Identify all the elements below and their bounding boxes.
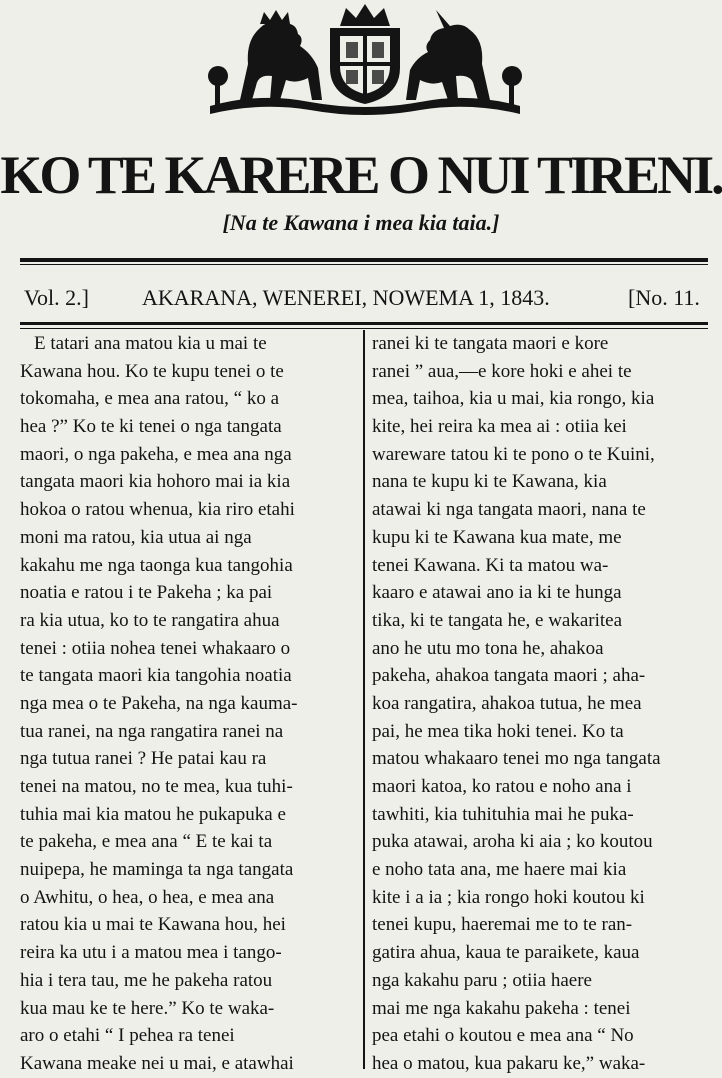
text-line: gatira ahua, kaua te paraikete, kaua <box>372 942 640 964</box>
text-line: matou whakaaro tenei mo nga tangata <box>372 748 661 770</box>
text-line: E tatari ana matou kia u mai te <box>34 333 267 354</box>
text-line: pai, he mea tika hoki tenei. Ko ta <box>372 720 624 742</box>
text-line: kupu ki te Kawana kua mate, me <box>372 526 622 548</box>
text-line: atawai ki nga tangata maori, nana te <box>372 499 646 521</box>
text-line: te tangata maori kia tangohia noatia <box>20 665 292 687</box>
column-right <box>372 330 708 1078</box>
issue-number: [No. 11. <box>628 285 700 310</box>
text-line: hokoa o ratou whenua, kia riro etahi <box>20 499 295 521</box>
text-line: ranei ” aua,—e kore hoki e ahei te <box>372 360 632 382</box>
text-line: tenei Kawana. Ki ta matou wa- <box>372 554 609 576</box>
text-line: tenei kupu, haeremai me to te ran- <box>372 914 633 936</box>
header-rule-top <box>20 258 708 262</box>
header-rule-bottom <box>20 322 708 325</box>
place-date: AKARANA, WENEREI, NOWEMA 1, 1843. <box>142 285 550 310</box>
text-line: tokomaha, e mea ana ratou, “ ko a <box>20 388 280 410</box>
text-line: pea etahi o koutou e mea ana “ No <box>372 1025 634 1047</box>
text-line: ratou kia u mai te Kawana hou, hei <box>20 914 286 936</box>
text-line: noatia e ratou i te Pakeha ; ka pai <box>20 582 273 604</box>
newspaper-title: KO TE KARERE O NUI TIRENI. <box>0 145 722 205</box>
column-divider <box>363 330 365 1069</box>
text-line: tenei na matou, no te mea, kua tuhi- <box>20 776 293 797</box>
header-rule-top-thin <box>20 264 708 265</box>
text-line: Kawana hou. Ko te kupu tenei o te <box>20 360 284 382</box>
text-line: tangata maori kia hohoro mai ia kia <box>20 471 291 493</box>
text-line: nga kakahu paru ; otiia haere <box>372 969 592 991</box>
text-line: reira ka utu i a matou mea i tango- <box>20 942 282 964</box>
text-line: wareware tatou ki te pono o te Kuini, <box>372 443 655 465</box>
text-line: te pakeha, e mea ana “ E te kai ta <box>20 831 273 853</box>
text-line: nga tutua ranei ? He patai kau ra <box>20 748 267 770</box>
text-line: hia i tera tau, me he pakeha ratou <box>20 969 273 991</box>
text-line: maori, o nga pakeha, e mea ana nga <box>20 443 292 465</box>
text-line: moni ma ratou, kia utua ai nga <box>20 526 252 548</box>
text-line: tua ranei, na nga rangatira ranei na <box>20 720 284 742</box>
text-line: nga mea o te Pakeha, na nga kauma- <box>20 692 298 714</box>
text-line: kite, hei reira ka mea ai : otiia kei <box>372 416 627 438</box>
volume-label: Vol. 2.] <box>24 285 89 310</box>
text-line: hea o matou, kua pakaru ke,” waka- <box>372 1052 646 1074</box>
text-line: maori katoa, ko ratou e noho ana i <box>372 776 632 797</box>
royal-coat-of-arms-icon <box>200 4 530 124</box>
text-line: nana te kupu ki te Kawana, kia <box>372 471 607 493</box>
text-line: o Awhitu, o hea, o hea, e mea ana <box>20 886 275 908</box>
text-line: aro o etahi “ I pehea ra tenei <box>20 1025 235 1047</box>
text-line: tenei : otiia nohea tenei whakaaro o <box>20 637 291 659</box>
text-line: nuipepa, he maminga ta nga tangata <box>20 859 294 881</box>
text-line: kite i a ia ; kia rongo hoki koutou ki <box>372 886 645 908</box>
text-line: tawhiti, kia tuhituhia mai he puka- <box>372 803 634 825</box>
text-line: puka atawai, aroha ki aia ; ko koutou <box>372 831 653 853</box>
text-line: mai me nga kakahu pakeha : tenei <box>372 997 631 1019</box>
text-line: hea ?” Ko te ki tenei o nga tangata <box>20 416 282 438</box>
header-rule-bottom-thin <box>20 328 708 329</box>
text-line: tika, ki te tangata he, e wakaritea <box>372 609 623 631</box>
issue-line <box>24 278 710 318</box>
text-line: kua mau ke te here.” Ko te waka- <box>20 997 275 1019</box>
text-line: e noho tata ana, me haere mai kia <box>372 859 627 881</box>
text-line: kaaro e atawai ano ia ki te hunga <box>372 582 622 604</box>
text-line: tuhia mai kia matou he pukapuka e <box>20 803 286 825</box>
newspaper-motto: [Na te Kawana i mea kia taia.] <box>222 210 500 235</box>
text-line: mea, taihoa, kia u mai, kia rongo, kia <box>372 388 655 410</box>
text-line: pakeha, ahakoa tangata maori ; aha- <box>372 665 646 687</box>
column-left <box>20 330 358 1078</box>
text-line: kakahu me nga taonga kua tangohia <box>20 554 293 576</box>
text-line: ra kia utua, ko to te rangatira ahua <box>20 609 280 631</box>
text-line: ranei ki te tangata maori e kore <box>372 333 609 354</box>
text-line: koa rangatira, ahakoa tutua, he mea <box>372 692 642 714</box>
text-line: Kawana meake nei u mai, e atawhai <box>20 1052 294 1074</box>
text-line: ano he utu mo tona he, ahakoa <box>372 637 604 659</box>
